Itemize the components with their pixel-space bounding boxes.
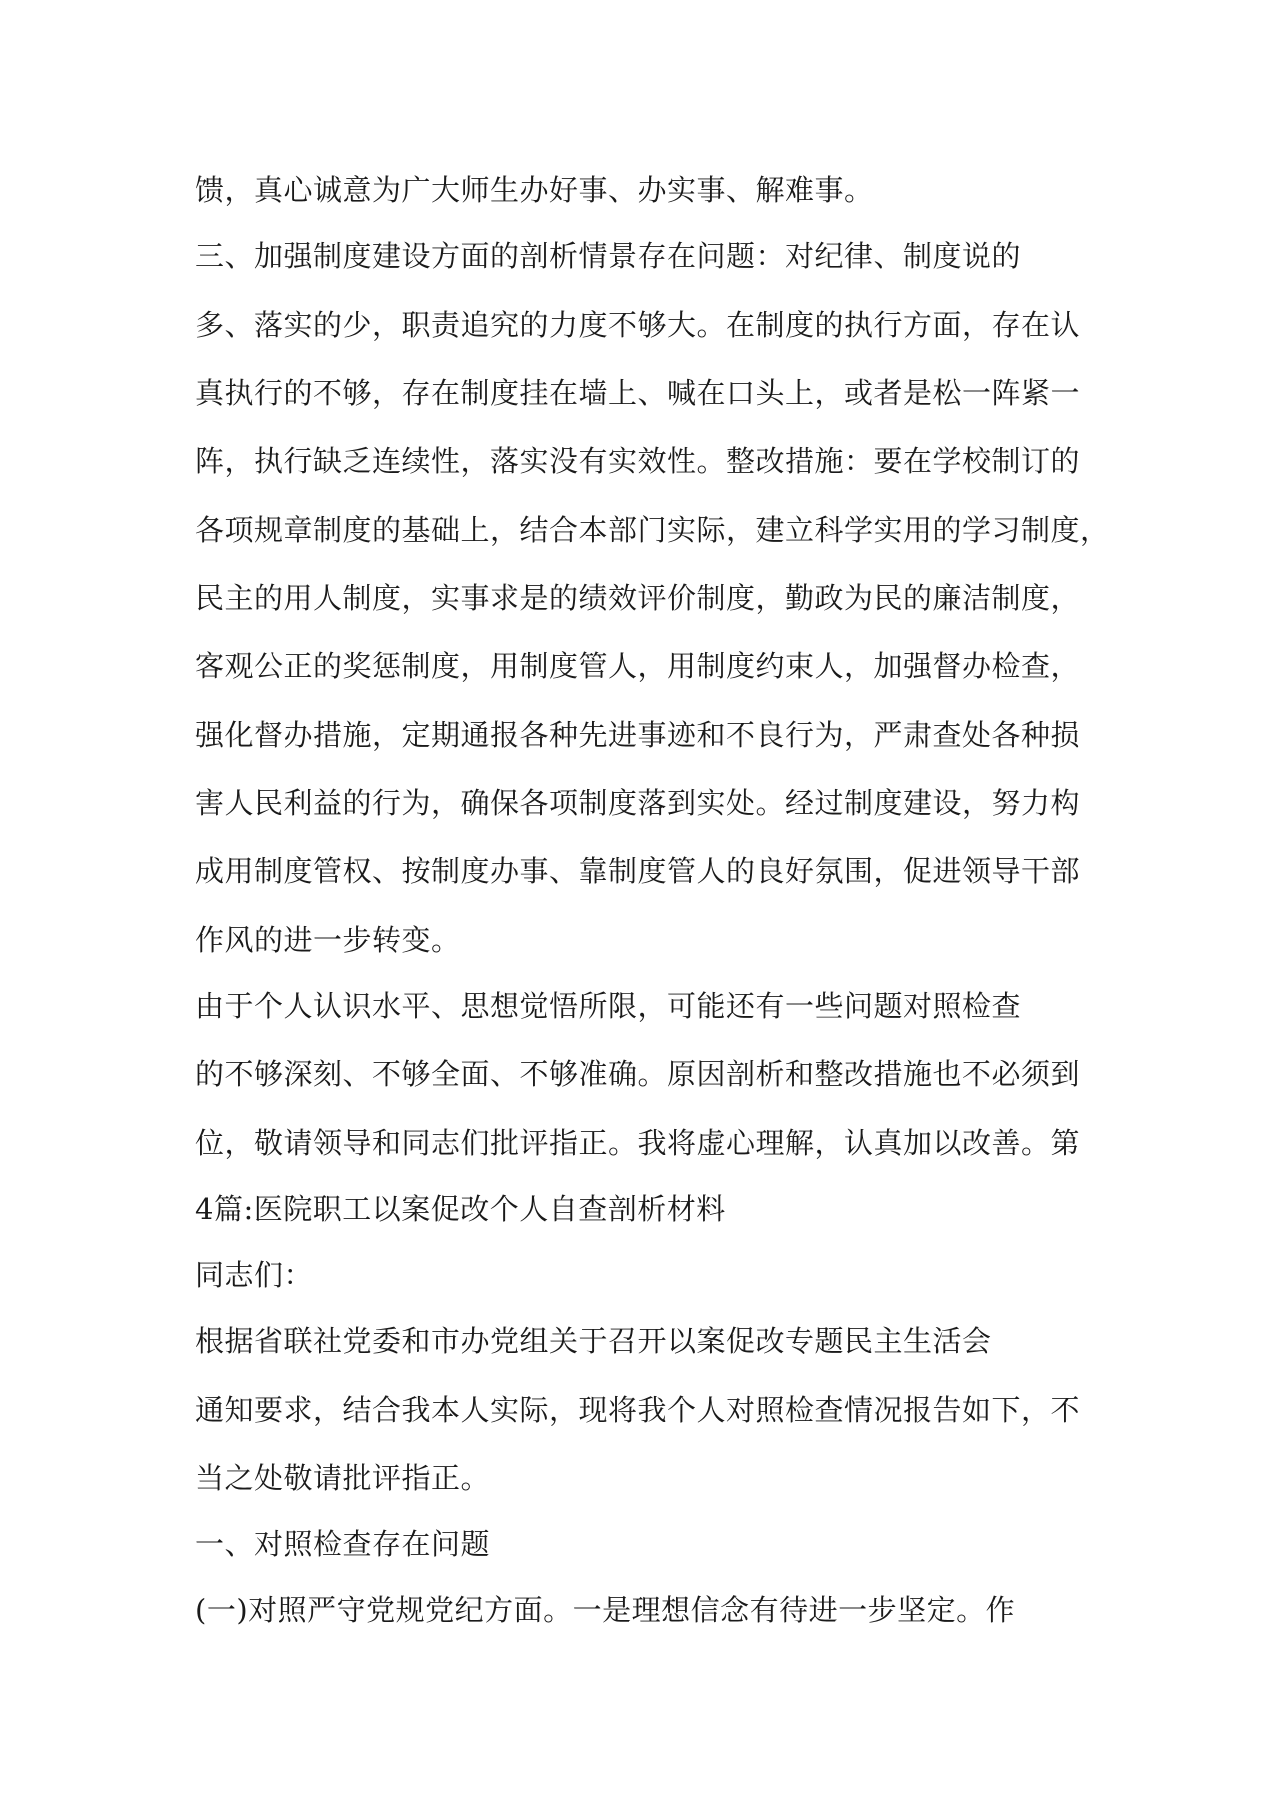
- text-line: 强化督办措施，定期通报各种先进事迹和不良行为，严肃查处各种损: [195, 718, 1081, 752]
- text-line: 作风的进一步转变。: [195, 923, 461, 957]
- text-line: 阵，执行缺乏连续性，落实没有实效性。整改措施：要在学校制订的: [195, 444, 1081, 478]
- text-line: 真执行的不够，存在制度挂在墙上、喊在口头上，或者是松一阵紧一: [195, 376, 1081, 410]
- text-line: 馈，真心诚意为广大师生办好事、办实事、解难事。: [195, 173, 874, 207]
- text-line: 多、落实的少，职责追究的力度不够大。在制度的执行方面，存在认: [195, 308, 1081, 342]
- text-line: 害人民利益的行为，确保各项制度落到实处。经过制度建设，努力构: [195, 786, 1081, 820]
- text-line: 三、加强制度建设方面的剖析情景存在问题：对纪律、制度说的: [195, 239, 1022, 273]
- text-line: 由于个人认识水平、思想觉悟所限，可能还有一些问题对照检查: [195, 989, 1022, 1023]
- text-line: 4篇:医院职工以案促改个人自查剖析材料: [195, 1192, 726, 1226]
- text-line: 各项规章制度的基础上，结合本部门实际，建立科学实用的学习制度，: [195, 513, 1110, 547]
- text-line: 民主的用人制度，实事求是的绩效评价制度，勤政为民的廉洁制度，: [195, 581, 1081, 615]
- text-line: 的不够深刻、不够全面、不够准确。原因剖析和整改措施也不必须到: [195, 1057, 1081, 1091]
- text-line: 根据省联社党委和市办党组关于召开以案促改专题民主生活会: [195, 1324, 992, 1358]
- text-line: (一)对照严守党规党纪方面。一是理想信念有待进一步坚定。作: [195, 1593, 1016, 1627]
- text-line: 当之处敬请批评指正。: [195, 1461, 491, 1495]
- text-line: 客观公正的奖惩制度，用制度管人，用制度约束人，加强督办检查，: [195, 649, 1081, 683]
- text-line: 位，敬请领导和同志们批评指正。我将虚心理解，认真加以改善。第: [195, 1126, 1081, 1160]
- text-line: 通知要求，结合我本人实际，现将我个人对照检查情况报告如下，不: [195, 1393, 1081, 1427]
- text-line: 同志们：: [195, 1258, 314, 1292]
- text-line: 成用制度管权、按制度办事、靠制度管人的良好氛围，促进领导干部: [195, 854, 1081, 888]
- text-line: 一、对照检查存在问题: [195, 1527, 491, 1561]
